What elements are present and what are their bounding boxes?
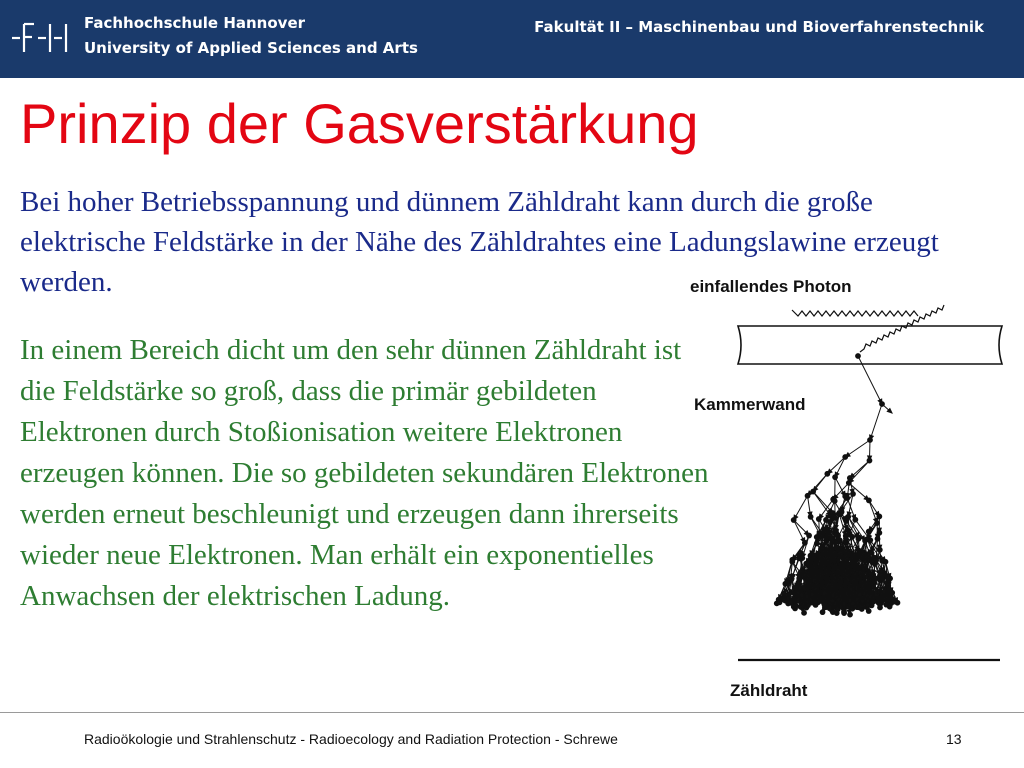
electron-avalanche	[774, 354, 899, 617]
label-wire: Zähldraht	[730, 681, 808, 700]
label-photon: einfallendes Photon	[690, 277, 852, 296]
institution-name: Fachhochschule Hannover	[84, 14, 306, 32]
intro-text: Bei hoher Betriebsspannung und dünnem Zähldraht kann durch die große elektrische Feldstärke in der Nähe des Zähldrahtes eine Ladungslawine erzeugt werden.	[20, 186, 939, 298]
body-text: In einem Bereich dicht um den sehr dünnen Zähldraht ist die Feldstärke so groß, dass die primär gebildeten Elektronen durch Stoßionisation weitere Elektronen erzeugen können. Die so gebildeten sekundären Elektronen werden erneut beschleunigt und erzeugen dann ihrerseits wieder neue Elektronen. Man erhält ein exponentielles Anwachsen der elektrischen Ladung.	[20, 334, 709, 612]
label-wall: Kammerwand	[694, 395, 806, 414]
slide-title: Prinzip der Gasverstärkung	[20, 92, 699, 155]
avalanche-figure	[680, 268, 1024, 708]
footer-divider	[0, 712, 1024, 713]
page-number: 13	[946, 731, 962, 747]
footer-text: Radioökologie und Strahlenschutz - Radioecology and Radiation Protection - Schrewe	[84, 731, 618, 747]
institution-name-english: University of Applied Sciences and Arts	[84, 39, 418, 57]
header-bar	[0, 0, 1024, 78]
fhh-logo	[10, 20, 70, 56]
photon-wave-icon	[792, 310, 918, 316]
faculty-name: Fakultät II – Maschinenbau und Bioverfahrenstechnik	[534, 18, 984, 36]
